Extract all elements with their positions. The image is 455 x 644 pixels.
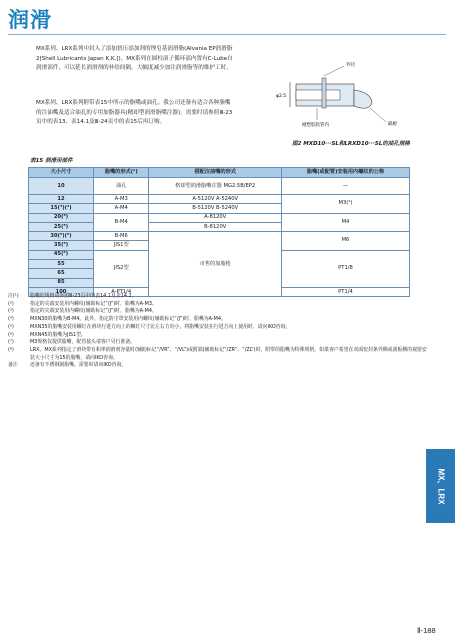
leader-right: [370, 108, 386, 122]
cell-size: 65: [29, 269, 94, 278]
intro-paragraph: MX系列、LRX系列中封入了添加扭压添加剂的锂皂基润滑脂(Alvania EP润滑脂2[Shell Lubricants Japan K.K.])。MX系列在圆柱滚子循环部内置有C-Lube自润滑部件，可以延长润滑剂的补给间隔。大幅度减少加注润滑脂等的维护工时。: [36, 46, 233, 72]
cell-nipple: B-M4: [94, 213, 149, 232]
note-item: [8, 339, 428, 347]
cell-thread: PT1/8: [281, 250, 409, 287]
table-row: [29, 232, 410, 241]
cell-nipple: 油孔: [94, 178, 149, 195]
section-tab-label: MX、LRX: [436, 468, 445, 504]
note-key: 备注: [8, 362, 18, 369]
cell-nozzle: A-5120V A-5240V: [149, 195, 282, 204]
figure-caption: 图2 MXD10···SL和LRXD10···SL的油孔规格: [292, 141, 410, 147]
fig-label-left: φ2.5: [276, 94, 287, 99]
title-divider: [8, 34, 446, 35]
header-nipple: 脂嘴的形式(¹): [94, 168, 149, 178]
note-text: MXN35的脂嘴安装用螺钉在滑块行进方向上的螺钉尺寸比左右方向小，将脂嘴安装在行进方向上使用时，请向IKO咨询。: [30, 323, 291, 330]
cell-nipple: A-PT1/4: [94, 287, 149, 296]
cell-size: 12: [29, 195, 94, 204]
note-item: [8, 362, 428, 370]
cell-size: 25(⁵): [29, 222, 94, 231]
cell-size: 100: [29, 287, 94, 296]
section-tab: [426, 449, 455, 523]
cell-nozzle: 格却型润滑脂嘴注器 MG2.5B/EP2: [149, 178, 282, 195]
hose-fitting: [354, 90, 372, 108]
note-key: (⁶): [8, 331, 14, 338]
note-text: LRX、MX系列指定了滑块带有积率润滑剂容量时(辅助标记“/VR”、“/VL”)或附端(辅助标记“/ZR”、“/ZL”)时，附带的脂嘴为特殊规格。如果客户希望在双面密封条外侧或刮板侧的视窗安装大小尺寸为15的脂嘴，请向IKO咨询。: [30, 346, 427, 361]
cell-nozzle: A-8120V: [149, 213, 282, 222]
cell-nipple: A-M3: [94, 195, 149, 204]
cell-nipple: A-M4: [94, 204, 149, 213]
cell-size: 15(³)(⁴): [29, 204, 94, 213]
page-number: Ⅱ-188: [417, 626, 436, 635]
header-size: 大小尺寸: [29, 168, 94, 178]
cell-size: 85: [29, 278, 94, 287]
cell-size: 45(⁵): [29, 250, 94, 259]
cell-size: 20(⁵): [29, 213, 94, 222]
note-item: [8, 316, 428, 324]
note-text: MXN30的脂嘴为B-M4。此外，指定防尘罩安装用内螺纹(辅助标记“/J”)时，脂嘴为A-M4。: [30, 316, 226, 323]
seal-plate: [322, 78, 326, 108]
table-row: [29, 213, 410, 222]
cell-nipple: B-M6: [94, 232, 149, 241]
cell-nozzle: B-8120V: [149, 222, 282, 231]
note-text: 还备有不锈钢制脂嘴。需要时请向IKO咨询。: [30, 362, 127, 369]
lubrication-paragraph: MX系列、LRX系列附带表15中所示的脂嘴或油孔。我公司还备有适合各种脂嘴的注油嘴及适合油孔的专用加脂器具(精却型润滑脂嘴注器)。需要时请参照Ⅲ-23页中的表13、表14.1及Ⅲ-24页中的表15后再订购。: [36, 100, 233, 126]
table-row: [29, 178, 410, 195]
fig-label-top: 外径: [346, 63, 355, 68]
note-key: 注(¹): [8, 293, 19, 299]
cell-thread: PT1/4: [281, 287, 409, 296]
cell-thread: M4: [281, 213, 409, 232]
note-key: (³): [8, 308, 14, 315]
cell-nozzle: 市售的加脂枪: [149, 232, 282, 297]
note-key: (⁵): [8, 323, 14, 330]
note-item: [8, 308, 428, 316]
cell-nipple: JIS1型: [94, 241, 149, 250]
header-thread: 脂嘴(或配管)安装用内螺纹的公称: [281, 168, 409, 178]
oil-hole-bore: [296, 90, 340, 100]
cell-thread: M6: [281, 232, 409, 251]
fig-label-bottom: 刚塑胶软管内: [302, 123, 329, 128]
note-item: [8, 324, 428, 332]
note-text: 指定的尖端安装用内螺纹(辅助标记“/J”)时，脂嘴为A-M3。: [30, 300, 157, 307]
cell-size: 35(⁵): [29, 241, 94, 250]
note-item: [8, 293, 428, 301]
table-header-row: [29, 168, 410, 178]
note-item: [8, 347, 428, 362]
cell-size: 10: [29, 178, 94, 195]
lubrication-parts-table: [28, 167, 410, 297]
header-nozzle: 搭配注油嘴的形式: [149, 168, 282, 178]
fig-label-right: 隔板: [388, 122, 397, 127]
note-text: 指定的尖端安装用内螺纹(辅助标记“/J”)时，脂嘴为A-M4。: [30, 308, 157, 315]
note-text: MXN45的脂嘴为JIS1型。: [30, 331, 86, 338]
cell-nipple: JIS2型: [94, 250, 149, 287]
cell-size: 55: [29, 260, 94, 269]
cell-thread: M3(²): [281, 195, 409, 214]
note-key: (⁷): [8, 339, 14, 346]
cell-thread: —: [281, 178, 409, 195]
table-notes: [8, 293, 428, 370]
note-key: (⁴): [8, 316, 14, 323]
note-text: 脂嘴的规格请参照Ⅲ-23页中的表14.1及表14.2。: [30, 293, 137, 299]
table-row: [29, 195, 410, 204]
leader-top: [324, 66, 344, 76]
oil-hole-figure: [262, 52, 442, 138]
note-text: M3规格仅提供脂嘴，配管接头请客户另行准备。: [30, 339, 136, 346]
note-key: (⁸): [8, 346, 14, 353]
cell-nozzle: B-5120V B-5240V: [149, 204, 282, 213]
table-caption: 表15 润滑用部件: [30, 158, 73, 164]
cell-size: 30(⁵)(⁶): [29, 232, 94, 241]
page-title: 润滑: [8, 8, 52, 32]
note-key: (²): [8, 300, 14, 307]
